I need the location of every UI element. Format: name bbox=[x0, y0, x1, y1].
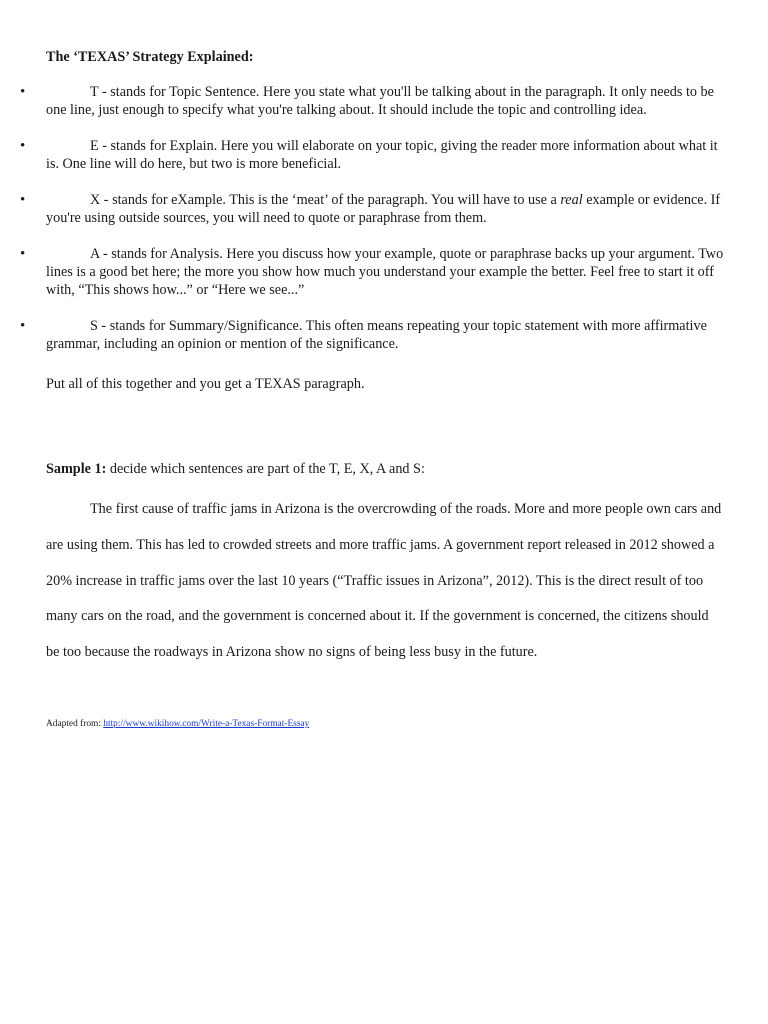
list-item bbox=[20, 83, 726, 119]
list-item bbox=[20, 191, 726, 227]
source-citation bbox=[46, 718, 309, 730]
bullet-text-x bbox=[46, 191, 726, 227]
closing-sentence: Put all of this together and you get a TEXAS paragraph. bbox=[46, 376, 365, 392]
bullet-dot-icon: • bbox=[20, 192, 26, 208]
sample-instruction: decide which sentences are part of the T, E, X, A and S: bbox=[106, 461, 425, 477]
list-item bbox=[20, 137, 726, 173]
bullet-text-x-before: X - stands for eXample. This is the ‘meat’ of the paragraph. You will have to use a bbox=[90, 192, 561, 208]
list-item bbox=[20, 245, 726, 299]
bullet-text-s: S - stands for Summary/Significance. This often means repeating your topic statement with more affirmative grammar, including an opinion or mention of the significance. bbox=[46, 318, 707, 352]
sample-paragraph: The first cause of traffic jams in Arizona is the overcrowding of the roads. More and more people own cars and are using them. This has led to crowded streets and more traffic jams. A government report released in 2012 showed a 20% increase in traffic jams over the last 10 years (“Traffic issues in Arizona”, 2012). This is the direct result of too many cars on the road, and the government is concerned about it. If the government is concerned, the citizens should be too because the roadways in Arizona show no signs of being less busy in the future. bbox=[46, 501, 722, 661]
bullet-dot-icon: • bbox=[20, 318, 26, 334]
bullet-dot-icon: • bbox=[20, 84, 26, 100]
strategy-bullet-list bbox=[0, 83, 768, 353]
source-prefix: Adapted from: bbox=[46, 719, 104, 729]
emphasis-real: real bbox=[560, 192, 583, 208]
page-title: The ‘TEXAS’ Strategy Explained: bbox=[46, 49, 254, 65]
bullet-dot-icon: • bbox=[20, 138, 26, 154]
bullet-text-x-after: example or evidence. If you're using outside sources, you will need to quote or paraphrase from them. bbox=[46, 192, 721, 226]
sample-label: Sample 1: bbox=[46, 461, 107, 477]
list-item bbox=[20, 317, 726, 353]
bullet-dot-icon: • bbox=[20, 246, 26, 262]
sample-heading bbox=[46, 460, 425, 478]
bullet-text-a: A - stands for Analysis. Here you discuss how your example, quote or paraphrase backs up your argument. Two lines is a good bet here; the more you show how much you understand your example the better. Feel free to start it off with, “This shows how...” or “Here we see...” bbox=[46, 246, 724, 298]
source-link[interactable]: http://www.wikihow.com/Write-a-Texas-Format-Essay bbox=[103, 719, 310, 729]
bullet-text-t: T - stands for Topic Sentence. Here you state what you'll be talking about in the paragraph. It only needs to be one line, just enough to specify what you're talking about. It should include the topic and controlling idea. bbox=[46, 84, 714, 118]
bullet-text-e: E - stands for Explain. Here you will elaborate on your topic, giving the reader more information about what it is. One line will do here, but two is more beneficial. bbox=[46, 138, 718, 172]
